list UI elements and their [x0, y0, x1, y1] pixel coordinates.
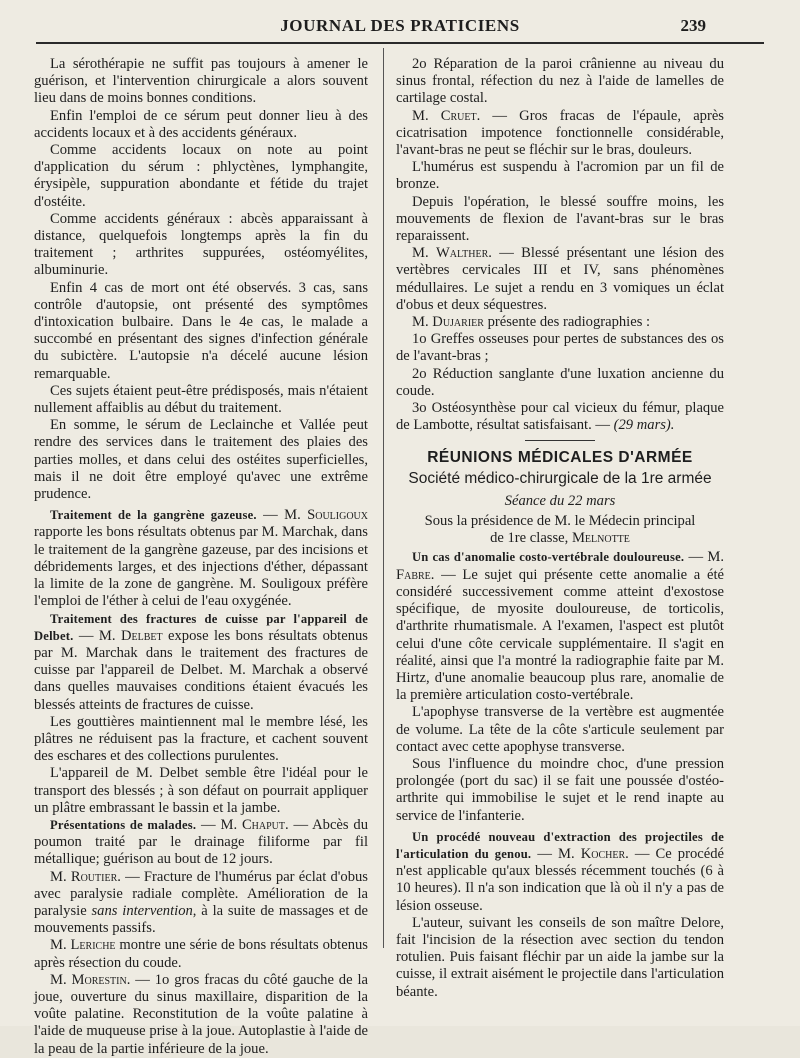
paragraph: M. Morestin. — 1o gros fracas du côté gauche de la joue, ouverture du sinus maxillaire, disparition de la voûte palatine. Reconstitution de la voûte palatine à l'aide de muqueuse prise à la joue. Autoplastie à l'aide de la peau de la partie inférieure de la joue. [34, 971, 368, 1057]
rubric-heading: Un procédé nouveau d'extraction des projectiles de l'articulation du genou. [396, 829, 724, 861]
rubric-heading: Traitement de la gangrène gazeuse. [50, 508, 257, 523]
author-name: Walther [435, 245, 489, 262]
paragraph: 3o Ostéosynthèse pour cal vicieux du fémur, plaque de Lambotte, résultat satisfaisant. — (29 mars). [396, 400, 724, 434]
author-name: Fabre [396, 566, 431, 583]
paragraph: 2o Réduction sanglante d'une luxation ancienne du coude. [396, 365, 724, 399]
rubric-heading: Un cas d'anomalie costo-vertébrale douloureuse. [412, 550, 685, 565]
paragraph: L'auteur, suivant les conseils de son maître Delore, fait l'incision de la résection avec section du tendon rotulien. Puis faisant fléchir par un aide la jambe sur la cuisse, il extrait aisément le projectile dans l'articulation béante. [396, 914, 724, 1000]
left-column [34, 56, 368, 1058]
paragraph: La sérothérapie ne suffit pas toujours à amener le guérison, et l'intervention chirurgicale a alors souvent lieu dans de moins bonnes conditions. [34, 56, 368, 107]
president-name: Melnotte [571, 530, 630, 547]
author-name: Kocher [580, 845, 626, 862]
author-name: Routier [70, 868, 118, 885]
paragraph: M. Walther. — Blessé présentant une lésion des vertèbres cervicales III et IV, sans phénomènes médullaires. Le sujet a rendu en 3 vomiques un éclat d'obus et deux séquestres. [396, 245, 724, 313]
seance-date: Séance du 22 mars [504, 492, 616, 509]
paragraph: Les gouttières maintiennent mal le membre lésé, les plâtres ne réduisent pas la fracture, et cachent souvent des eschares et des collections purulentes. [34, 713, 368, 765]
paragraph: M. Cruet. — Gros fracas de l'épaule, après cicatrisation impotence fonctionnelle considérable, l'avant-bras ne peut se fléchir sur le bras, douleurs. [396, 107, 724, 159]
author-name: Morestin [71, 971, 127, 988]
right-column [396, 56, 724, 1001]
delbet-section: Traitement des fractures de cuisse par l'appareil de Delbet. — M. Delbet expose les bons résultats obtenus par M. Marchak dans le traitement des fractures de cuisse par l'appareil de Delbet. M. Marchak a observé dans quelles mauvaises conditions étaient évacués les blessés atteints de fractures de cuisse. [34, 611, 368, 713]
paragraph: Comme accidents locaux on note au point d'application du sérum : phlyctènes, lymphangite, érysipèle, suppuration abondante et fétide du trajet d'ostéite. [34, 142, 368, 210]
paragraph: L'apophyse transverse de la vertèbre est augmentée de volume. La tête de la côte s'articule seulement par contact avec cette apophyse transverse. [396, 704, 724, 755]
paragraph: En somme, le sérum de Leclainche et Vallée peut rendre des services dans le traitement des plaies des parties molles, et dans celui des ostéites superficielles, mais il ne doit être employé qu'avec une extrême prudence. [34, 417, 368, 503]
rubric-heading: Présentations de malades. [50, 817, 197, 832]
running-title: JOURNAL DES PRATICIENS [280, 16, 520, 35]
author-name: Cruet [440, 107, 477, 124]
paragraph: L'humérus est suspendu à l'acromion par un fil de bronze. [396, 159, 724, 193]
column-divider [383, 48, 384, 948]
rubric-heading: Traitement des fractures de cuisse par l'appareil de Delbet. [34, 611, 368, 643]
section-title: RÉUNIONS MÉDICALES D'ARMÉE [427, 449, 693, 467]
section-subtitle: Société médico-chirurgicale de la 1re armée [408, 469, 712, 487]
presentations-section: Présentations de malades. — M. Chaput. — Abcès du poumon traité par le drainage filiforme par fil métallique; guérison au bout de 12 jours. [34, 816, 368, 868]
paragraph: M. Routier. — Fracture de l'humérus par éclat d'obus avec paralysie radiale complète. Amélioration de la paralysie sans intervention, à la suite de massages et de mouvements passifs. [34, 868, 368, 937]
presidence-line: Sous la présidence de M. le Médecin principal [424, 513, 696, 530]
paragraph: Comme accidents généraux : abcès apparaissant à distance, quelquefois longtemps après la fin du traitement ; arthrites suppurées, ostéomyélites, albuminurie. [34, 210, 368, 279]
paragraph: M. Dujarier présente des radiographies : [412, 314, 651, 331]
paragraph: Depuis l'opération, le blessé souffre moins, les mouvements de flexion de l'avant-bras sur le bras reparaissent. [396, 193, 724, 245]
author-name: Leriche [70, 937, 116, 954]
author-name: Chaput [241, 816, 286, 833]
gangrene-section: Traitement de la gangrène gazeuse. — M. Souligoux rapporte les bons résultats obtenus par M. Marchak, dans le traitement de la gangrène gazeuse, par des incisions et débridements larges, et des injections d'éther, dépassant la limite de la zone de gangrène. M. Souligoux préfère l'emploi de l'éther à celui de l'eau oxygénée. [34, 507, 368, 610]
author-name: Delbet [120, 627, 163, 644]
author-name: Souligoux [307, 507, 368, 524]
page-number: 239 [680, 16, 706, 35]
author-name: Dujarier [432, 314, 484, 331]
paragraph: Sous l'influence du moindre choc, d'une pression prolongée (port du sac) il se fait une poussée d'ostéo-arthrite qui immobilise le sujet et le rend inapte au service de l'infanterie. [396, 755, 724, 824]
header-rule [36, 42, 764, 44]
paragraph: Ces sujets étaient peut-être prédisposés, mais n'étaient nullement affaiblis au début du traitement. [34, 382, 368, 417]
page-header [0, 14, 800, 44]
paragraph: 1o Greffes osseuses pour pertes de substances des os de l'avant-bras ; [396, 331, 724, 365]
paragraph: Enfin l'emploi de ce sérum peut donner lieu à des accidents locaux et à des accidents généraux. [34, 107, 368, 141]
section-separator [525, 440, 595, 441]
date-note: (29 mars). [613, 417, 675, 434]
paragraph: 2o Réparation de la paroi crânienne au niveau du sinus frontal, réfection du nez à l'aide de lamelles de cartilage costal. [396, 56, 724, 107]
presidence-line: de 1re classe, Melnotte [490, 530, 630, 547]
paragraph: M. Leriche montre une série de bons résultats obtenus après résection du coude. [34, 937, 368, 971]
paragraph: L'appareil de M. Delbet semble être l'idéal pour le transport des blessés ; à son défaut on pourrait appliquer un plâtre embrassant le bassin et la jambe. [34, 765, 368, 816]
extraction-section: Un procédé nouveau d'extraction des projectiles de l'articulation du genou. — M. Kocher. — Ce procédé n'est applicable qu'aux blessés récemment touchés (6 à 10 heures). Il n'a son indication que là où il n'y a pas de lésion osseuse. [396, 829, 724, 914]
paragraph: Enfin 4 cas de mort ont été observés. 3 cas, sans contrôle d'autopsie, ont présenté des symptômes d'intoxication bulbaire. Dans le 4e cas, le malade a succombé en présentant des signes d'infection générale du subictère. L'autopsie n'a décelé aucune lésion remarquable. [34, 279, 368, 382]
anomaly-section: Un cas d'anomalie costo-vertébrale douloureuse. — M. Fabre. — Le sujet qui présente cette anomalie a été considéré successivement comme atteint d'exostose spécifique, de myosite douloureuse, de torticolis, d'arthrite rhumatismale. A l'examen, l'aspect est plutôt celui d'une côte cervicale supplémentaire. Il s'agit en réalité, ainsi que l'a montré la radiographie faite par M. Hirtz, d'une anomalie beaucoup plus rare, anomalie de la première articulation costo-vertébrale. [396, 549, 724, 704]
